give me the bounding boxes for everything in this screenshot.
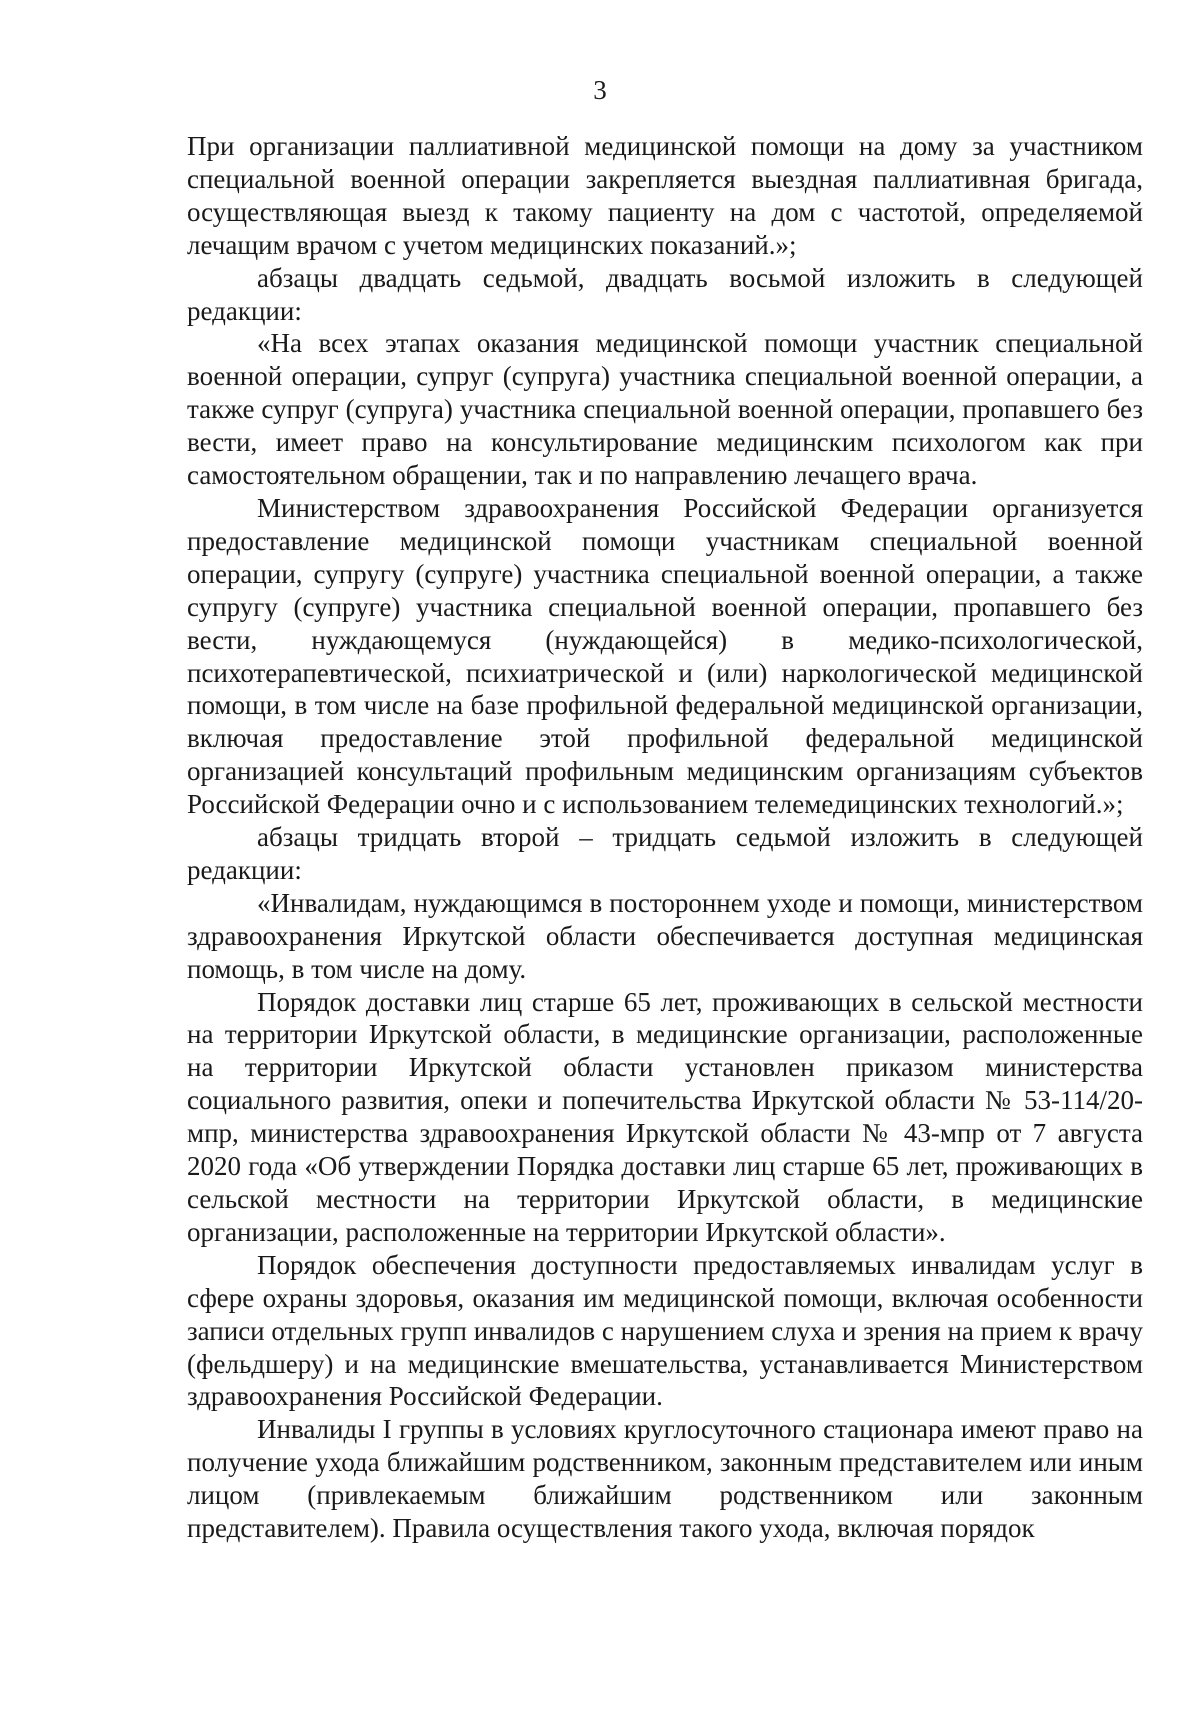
- paragraph: Порядок обеспечения доступности предоставляемых инвалидам услуг в сфере охраны здоровья, оказания им медицинской помощи, включая особенности записи отдельных групп инвалидов с нарушением слуха и зрения на прием к врачу (фельдшеру) и на медицинские вмешательства, устанавливается Министерством здравоохранения Российской Федерации.: [187, 1249, 1143, 1412]
- paragraph: абзацы двадцать седьмой, двадцать восьмой изложить в следующей редакции:: [187, 262, 1143, 326]
- paragraph: При организации паллиативной медицинской помощи на дому за участником специальной военной операции закрепляется выездная паллиативная бригада, осуществляющая выезд к такому пациенту на дом с частотой, определяемой лечащим врачом с учетом медицинских показаний.»;: [187, 131, 1143, 260]
- document-body: [187, 130, 1143, 1545]
- paragraph: абзацы тридцать второй – тридцать седьмой изложить в следующей редакции:: [187, 822, 1143, 885]
- paragraph: Порядок доставки лиц старше 65 лет, проживающих в сельской местности на территории Иркутской области, в медицинские организации, расположенные на территории Иркутской области установлен приказом министерства социального развития, опеки и попечительства Иркутской области № 53-114/20-мпр, министерства здравоохранения Иркутской области № 43-мпр от 7 августа 2020 года «Об утверждении Порядка доставки лиц старше 65 лет, проживающих в сельской местности на территории Иркутской области, в медицинские организации, расположенные на территории Иркутской области».: [187, 986, 1143, 1247]
- paragraph: «Инвалидам, нуждающимся в постороннем уходе и помощи, министерством здравоохранения Иркутской области обеспечивается доступная медицинская помощь, в том числе на дому.: [187, 887, 1143, 984]
- paragraph: Министерством здравоохранения Российской Федерации организуется предоставление медицинской помощи участникам специальной военной операции, супругу (супруге) участника специальной военной операции, а также супругу (супруге) участника специальной военной операции, пропавшего без вести, нуждающемуся (нуждающейся) в медико-психологической, психотерапевтической, психиатрической и (или) наркологической медицинской помощи, в том числе на базе профильной федеральной медицинской организации, включая предоставление этой профильной федеральной медицинской организацией консультаций профильным медицинским организациям субъектов Российской Федерации очно и с использованием телемедицинских технологий.»;: [187, 492, 1143, 820]
- paragraph: «На всех этапах оказания медицинской помощи участник специальной военной операции, супруг (супруга) участника специальной военной операции, а также супруг (супруга) участника специальной военной операции, пропавшего без вести, имеет право на консультирование медицинским психологом как при самостоятельном обращении, так и по направлению лечащего врача.: [187, 328, 1143, 491]
- page-number: 3: [593, 75, 607, 105]
- paragraph: Инвалиды I группы в условиях круглосуточного стационара имеют право на получение ухода ближайшим родственником, законным представителем или иным лицом (привлекаемым ближайшим родственником или законным представителем). Правила осуществления такого ухода, включая порядок: [187, 1414, 1143, 1544]
